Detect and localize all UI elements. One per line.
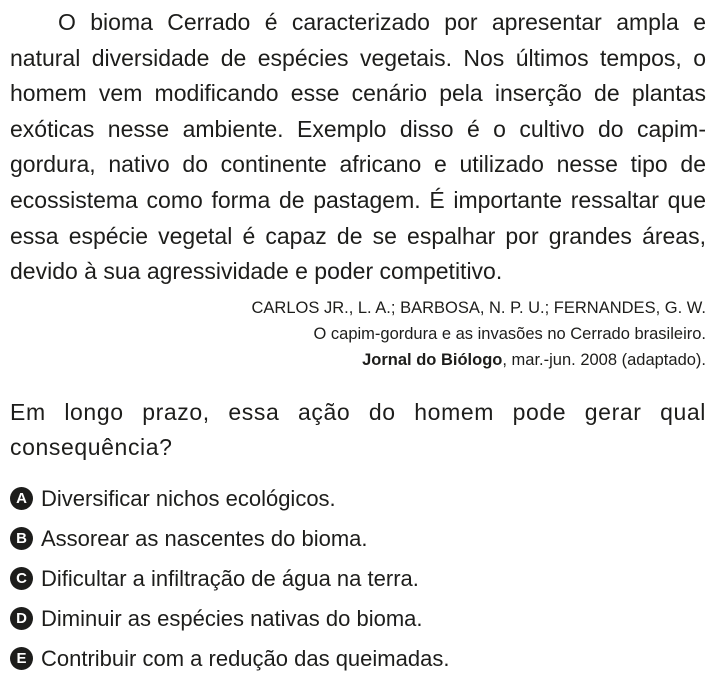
citation [10,295,706,373]
option-d[interactable] [10,599,706,639]
citation-journal: Jornal do Biólogo [362,350,503,369]
answer-options [10,479,706,679]
option-c-text: Dificultar a infiltração de água na terra. [41,565,419,591]
option-b[interactable] [10,519,706,559]
question-page [10,0,706,679]
option-b-letter-badge: B [10,527,33,550]
option-c[interactable] [10,559,706,599]
citation-title: O capim-gordura e as invasões no Cerrado brasileiro. [313,324,706,343]
option-a-text: Diversificar nichos ecológicos. [41,485,336,511]
citation-details: , mar.-jun. 2008 (adaptado). [502,350,706,369]
option-e[interactable] [10,639,706,679]
option-d-text: Diminuir as espécies nativas do bioma. [41,605,423,631]
citation-authors: CARLOS JR., L. A.; BARBOSA, N. P. U.; FERNANDES, G. W. [251,298,706,317]
option-a[interactable] [10,479,706,519]
option-e-letter-badge: E [10,647,33,670]
option-e-text: Contribuir com a redução das queimadas. [41,645,450,671]
option-c-letter-badge: C [10,567,33,590]
option-d-letter-badge: D [10,607,33,630]
option-a-letter-badge: A [10,487,33,510]
option-b-text: Assorear as nascentes do bioma. [41,525,368,551]
citation-source [10,347,706,373]
question-prompt: Em longo prazo, essa ação do homem pode gerar qual consequência? [10,398,706,461]
passage-text: O bioma Cerrado é caracterizado por apresentar ampla e natural diversidade de espécies vegetais. Nos últimos tempos, o homem vem modificando esse cenário pela inserção de plantas exóticas nesse ambiente. Exemplo disso é o cultivo do capim-gordura, nativo do continente africano e utilizado nesse tipo de ecossistema como forma de pastagem. É importante ressaltar que essa espécie vegetal é capaz de se espalhar por grandes áreas, devido à sua agressividade e poder competitivo. [10,9,706,285]
